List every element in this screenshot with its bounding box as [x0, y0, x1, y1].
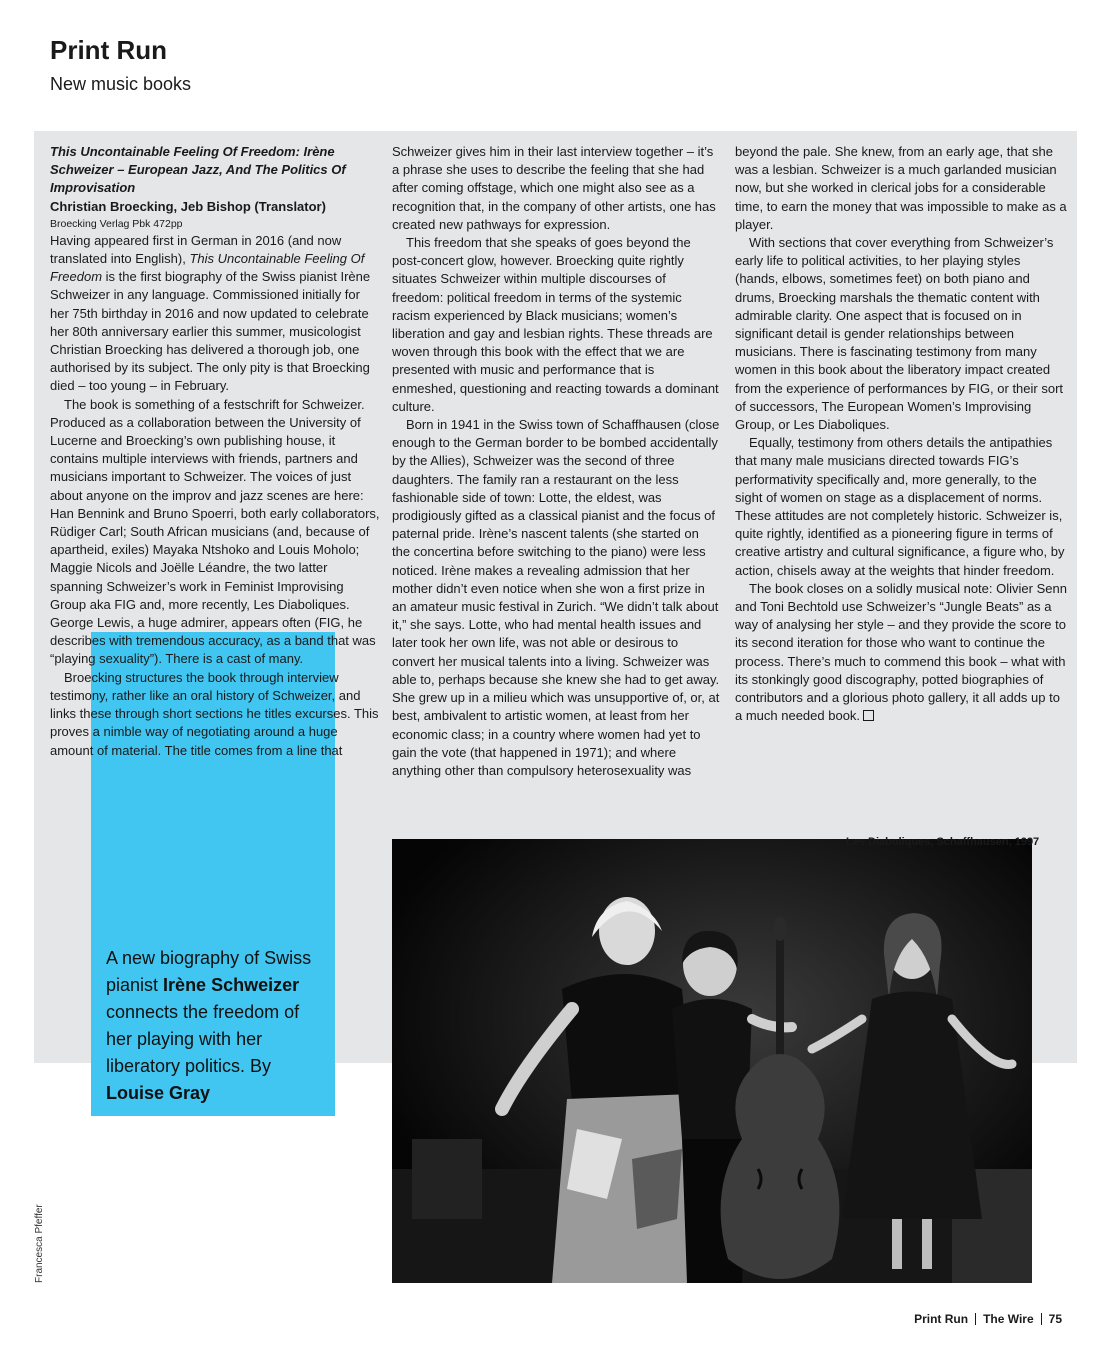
band-photo	[392, 839, 1032, 1283]
article-paragraph: With sections that cover everything from Schweizer’s early life to political activities, to her playing styles (hands, elbows, sometimes feet) on both piano and drums, Broecking marshals the thematic content with admirable clarity. One aspect that is focused on in significant detail is gender relationships between musicians. There is fascinating testimony from many women in this book about the liberatory impact created from the experience of performances by FIG, or their sort of successors, The European Women’s Improvising Group, or Les Diaboliques.	[735, 235, 1064, 433]
article-column-3	[735, 143, 1067, 726]
book-title: This Uncontainable Feeling Of Freedom: Irène Schweizer – European Jazz, And The Politics Of Improvisation	[50, 144, 346, 196]
article-paragraph: The book closes on a solidly musical note: Olivier Senn and Toni Bechtold use Schweizer’s “Jungle Beats” as a way of analysing her style – and they provide the score to its second iteration for those who want to continue the process. There’s much to commend this book – what with its stonkingly good discography, potted biographies of contributors and a glorious photo gallery, it all adds up to a much needed book.	[735, 580, 1067, 724]
photo-credit: Francesca Pfeffer	[34, 1204, 45, 1283]
end-mark-icon	[863, 710, 874, 721]
footer-magazine: The Wire	[983, 1312, 1034, 1326]
page-number: 75	[1048, 1312, 1062, 1326]
pull-quote-subject: Irène Schweizer	[163, 975, 300, 995]
article-column-1	[50, 143, 380, 760]
pull-quote: A new biography of Swiss pianist Irène Schweizer connects the freedom of her playing with her liberatory politics. By Louise Gray	[106, 948, 312, 1103]
pull-quote-author: Louise Gray	[106, 1083, 211, 1103]
article-paragraph: The book is something of a festschrift for Schweizer. Produced as a collaboration between the University of Lucerne and Broecking’s own publishing house, it contains multiple interviews with friends, partners and musicians important to Schweizer. The voices of just about anyone on the improv and jazz scenes are here: Han Bennink and Bruno Spoerri, both early collaborators, Rüdiger Carl; South African musicians (and, because of apartheid, exiles) Mayaka Ntshoko and Louis Moholo; Maggie Nicols and Joëlle Léandre, the two latter spanning Schweizer’s work in Feminist Improvising Group aka FIG and, more recently, Les Diaboliques. George Lewis, a huge admirer, appears often (FIG, he describes with tremendous accuracy, as a band that was “playing sexuality”). There is a cast of many.	[50, 396, 380, 667]
book-authors: Christian Broecking, Jeb Bishop (Translator)	[50, 198, 326, 214]
article-paragraph: Equally, testimony from others details the antipathies that many male musicians directed towards FIG’s performativity specifically and, more generally, to the sight of women on stage as a displacement of norms. These attitudes are not completely historic. Schweizer is, quite rightly, identified as a pioneering figure in terms of creative artistry and cultural significance, a figure who, by action, chisels away at the weights that hinder freedom.	[735, 435, 1065, 578]
article-paragraph: Having appeared first in German in 2016 (and now translated into English), This Uncontainable Feeling Of Freedom is the first biography of the Swiss pianist Irène Schweizer in any language. Commissioned initially for her 75th birthday in 2016 and now updated to celebrate her 80th anniversary earlier this summer, musicologist Christian Broecking has delivered a thorough job, one authorised by its subject. The only pity is that Broecking died – too young – in February.	[50, 232, 371, 394]
footer-divider	[975, 1313, 976, 1325]
article-paragraph: Schweizer gives him in their last interview together – it’s a phrase she uses to describe the feeling that she had after coming offstage, which one might also see as a recognition that, in the company of other artists, one has created new pathways for expression.	[392, 144, 716, 232]
book-publisher-info: Broecking Verlag Pbk 472pp	[50, 217, 183, 230]
book-title-inline: This Uncontainable Feeling Of Freedom	[50, 251, 365, 285]
article-paragraph: This freedom that she speaks of goes beyond the post-concert glow, however. Broecking quite rightly situates Schweizer within multiple discourses of freedom: political freedom in terms of the systemic racism experienced by Black musicians; women’s liberation and gay and lesbian rights. These threads are woven through this book with the effect that we are presented with music and performance that is enmeshed, questioning and reacting towards a dominant culture.	[392, 235, 719, 414]
article-column-2	[392, 143, 720, 780]
article-paragraph: Broecking structures the book through interview testimony, rather like an oral history of Schweizer, and links these through short sections he titles excurses. This proves a nimble way of negotiating around a huge amount of material. The title comes from a line that	[50, 669, 379, 758]
section-title: Print Run	[50, 35, 167, 65]
section-subtitle: New music books	[50, 74, 192, 94]
footer-divider	[1041, 1313, 1042, 1325]
band-photo-illustration	[392, 839, 1032, 1283]
page-footer	[914, 1312, 1062, 1326]
photo-caption: Les Diaboliques, Schaffhausen, 1997	[846, 836, 1040, 848]
article-paragraph: beyond the pale. She knew, from an early age, that she was a lesbian. Schweizer is a much garlanded musician now, but she worked in clerical jobs for a considerable time, to earn the money that was impossible to make as a player.	[735, 144, 1067, 232]
footer-section: Print Run	[914, 1312, 969, 1326]
article-paragraph: Born in 1941 in the Swiss town of Schaffhausen (close enough to the German border to be bombed accidentally by the Allies), Schweizer was the second of three daughters. The family ran a restaurant on the less fashionable side of town: Lotte, the eldest, was prodigiously gifted as a classical pianist and the focus of paternal pride. Irène’s nascent talents (she started on the concertina before switching to the piano) were less noticed. Irène makes a revealing admission that her mother didn’t even notice when she won a first prize in an amateur music festival in Zurich. “We didn’t talk about it,” she says. Lotte, who had mental health issues and later took her own life, was not able or desirous to convert her musical talents into a living. Schweizer was able to, perhaps because she knew she had to get away. She grew up in a milieu which was unsupportive of, or, at best, ambivalent to artistic women, at least from her economic class; in a country where women had yet to gain the vote (that happened in 1971); and where anything other than compulsory heterosexuality was	[392, 417, 720, 778]
